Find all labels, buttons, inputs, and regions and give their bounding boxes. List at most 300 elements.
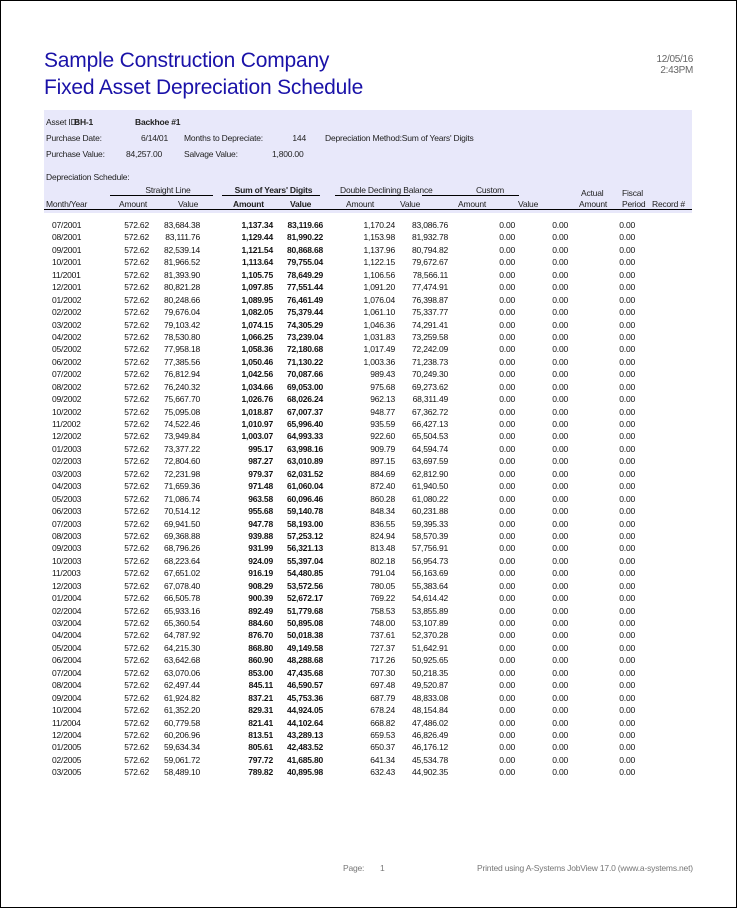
cell-syd-value: 63,010.89 bbox=[286, 456, 323, 467]
cell-ddb-amount: 909.79 bbox=[370, 443, 395, 454]
cell-custom-value: 0.00 bbox=[552, 680, 568, 691]
cell-sl-amount: 572.62 bbox=[124, 394, 149, 405]
cell-sl-value: 74,522.46 bbox=[163, 419, 200, 429]
cell-sl-value: 80,248.66 bbox=[163, 294, 200, 305]
cell-custom-amount: 0.00 bbox=[499, 754, 515, 765]
cell-ddb-amount: 1,122.15 bbox=[363, 257, 395, 268]
cell-syd-amount: 1,105.75 bbox=[241, 269, 273, 280]
method-label-text: Depreciation Method: bbox=[325, 133, 402, 143]
cell-actual-amount: 0.00 bbox=[619, 506, 635, 517]
cell-month-year: 08/2001 bbox=[52, 232, 82, 243]
asset-id-label: Asset ID: bbox=[46, 117, 79, 127]
cell-actual-amount: 0.00 bbox=[619, 543, 635, 554]
cell-ddb-amount: 884.69 bbox=[370, 468, 395, 479]
cell-sl-value: 68,796.26 bbox=[163, 543, 200, 554]
table-row bbox=[44, 693, 704, 705]
cell-month-year: 09/2001 bbox=[52, 244, 82, 255]
cell-actual-amount: 0.00 bbox=[619, 294, 635, 305]
cell-syd-amount: 845.11 bbox=[248, 680, 273, 691]
cell-ddb-value: 74,291.41 bbox=[411, 319, 448, 330]
cell-sl-value: 66,505.78 bbox=[163, 593, 200, 604]
printed-by: Printed using A-Systems JobView 17.0 (www.a-systems.net) bbox=[477, 863, 693, 873]
cell-custom-amount: 0.00 bbox=[499, 307, 515, 318]
asset-name: Backhoe #1 bbox=[135, 117, 181, 127]
cell-actual-amount: 0.00 bbox=[619, 232, 635, 243]
cell-ddb-amount: 1,153.98 bbox=[363, 232, 395, 243]
cell-sl-amount: 572.62 bbox=[124, 419, 149, 429]
cell-sl-amount: 572.62 bbox=[124, 580, 149, 591]
cell-syd-value: 42,483.52 bbox=[286, 742, 323, 753]
cell-ddb-value: 68,311.49 bbox=[412, 394, 448, 405]
cell-actual-amount: 0.00 bbox=[619, 381, 635, 392]
cell-month-year: 03/2003 bbox=[52, 468, 82, 479]
cell-sl-value: 70,514.12 bbox=[163, 506, 200, 517]
cell-actual-amount: 0.00 bbox=[619, 244, 635, 255]
cell-custom-amount: 0.00 bbox=[499, 767, 515, 778]
col-ddb-value: Value bbox=[400, 199, 421, 209]
cell-custom-value: 0.00 bbox=[552, 294, 568, 305]
cell-ddb-amount: 1,091.20 bbox=[363, 282, 395, 293]
col-fiscal-line2: Period bbox=[622, 199, 646, 209]
cell-sl-amount: 572.62 bbox=[124, 618, 149, 628]
cell-custom-amount: 0.00 bbox=[499, 530, 515, 541]
cell-ddb-value: 66,427.13 bbox=[411, 419, 448, 429]
print-time: 2:43PM bbox=[660, 65, 693, 76]
cell-syd-amount: 1,129.44 bbox=[241, 232, 273, 243]
cell-ddb-amount: 1,017.49 bbox=[363, 344, 395, 355]
cell-ddb-amount: 687.79 bbox=[370, 692, 395, 703]
cell-month-year: 04/2003 bbox=[52, 481, 82, 492]
cell-ddb-value: 83,086.76 bbox=[411, 220, 448, 230]
cell-custom-value: 0.00 bbox=[552, 244, 568, 255]
cell-custom-value: 0.00 bbox=[552, 667, 568, 678]
cell-ddb-value: 46,176.12 bbox=[411, 742, 448, 753]
table-row bbox=[44, 220, 704, 232]
cell-syd-value: 78,649.29 bbox=[286, 269, 323, 280]
cell-ddb-value: 45,534.78 bbox=[411, 754, 448, 765]
cell-sl-value: 59,634.34 bbox=[163, 742, 200, 753]
cell-actual-amount: 0.00 bbox=[619, 443, 635, 454]
cell-sl-amount: 572.62 bbox=[124, 406, 149, 417]
cell-custom-amount: 0.00 bbox=[499, 742, 515, 753]
company-name: Sample Construction Company bbox=[44, 49, 330, 72]
cell-month-year: 05/2003 bbox=[52, 493, 82, 504]
cell-month-year: 06/2003 bbox=[52, 506, 82, 517]
group-straight-line: Straight Line bbox=[145, 185, 191, 195]
cell-ddb-amount: 780.05 bbox=[370, 580, 395, 591]
cell-sl-amount: 572.62 bbox=[124, 307, 149, 318]
cell-syd-value: 57,253.12 bbox=[286, 530, 323, 541]
cell-month-year: 01/2003 bbox=[52, 443, 82, 454]
cell-ddb-value: 48,154.84 bbox=[411, 705, 448, 716]
col-sl-amount: Amount bbox=[119, 199, 148, 209]
cell-actual-amount: 0.00 bbox=[619, 518, 635, 529]
cell-custom-amount: 0.00 bbox=[499, 381, 515, 392]
report-title: Fixed Asset Depreciation Schedule bbox=[44, 76, 364, 99]
cell-month-year: 04/2002 bbox=[52, 331, 82, 342]
cell-custom-value: 0.00 bbox=[552, 220, 568, 230]
table-row bbox=[44, 357, 704, 369]
cell-actual-amount: 0.00 bbox=[619, 692, 635, 703]
cell-sl-amount: 572.62 bbox=[124, 331, 149, 342]
cell-custom-amount: 0.00 bbox=[499, 543, 515, 554]
cell-actual-amount: 0.00 bbox=[619, 406, 635, 417]
cell-custom-value: 0.00 bbox=[552, 369, 568, 380]
cell-custom-value: 0.00 bbox=[552, 705, 568, 716]
table-row bbox=[44, 382, 704, 394]
cell-sl-value: 61,352.20 bbox=[163, 705, 200, 716]
cell-month-year: 05/2002 bbox=[52, 344, 82, 355]
cell-syd-amount: 1,010.97 bbox=[241, 419, 273, 429]
cell-actual-amount: 0.00 bbox=[619, 369, 635, 380]
cell-sl-value: 82,539.14 bbox=[163, 244, 200, 255]
cell-actual-amount: 0.00 bbox=[619, 530, 635, 541]
cell-syd-value: 70,087.66 bbox=[286, 369, 323, 380]
table-row bbox=[44, 481, 704, 493]
table-row bbox=[44, 593, 704, 605]
cell-sl-amount: 572.62 bbox=[124, 468, 149, 479]
cell-syd-value: 64,993.33 bbox=[286, 431, 323, 442]
cell-custom-value: 0.00 bbox=[552, 742, 568, 753]
cell-sl-amount: 572.62 bbox=[124, 543, 149, 554]
cell-sl-value: 68,223.64 bbox=[163, 555, 200, 566]
cell-syd-amount: 821.41 bbox=[248, 717, 273, 728]
cell-syd-value: 56,321.13 bbox=[286, 543, 323, 554]
cell-custom-value: 0.00 bbox=[552, 506, 568, 517]
table-row bbox=[44, 568, 704, 580]
purchase-date-label: Purchase Date: bbox=[46, 133, 102, 143]
cell-syd-amount: 1,066.25 bbox=[241, 331, 273, 342]
cell-month-year: 03/2002 bbox=[52, 319, 82, 330]
cell-ddb-amount: 1,170.24 bbox=[363, 220, 395, 230]
cell-syd-amount: 979.37 bbox=[248, 468, 273, 479]
table-row bbox=[44, 456, 704, 468]
cell-syd-amount: 884.60 bbox=[248, 618, 273, 628]
cell-actual-amount: 0.00 bbox=[619, 419, 635, 429]
cell-sl-value: 83,684.38 bbox=[163, 220, 200, 230]
cell-custom-amount: 0.00 bbox=[499, 630, 515, 641]
cell-custom-amount: 0.00 bbox=[499, 369, 515, 380]
cell-sl-amount: 572.62 bbox=[124, 381, 149, 392]
cell-ddb-value: 51,642.91 bbox=[411, 642, 448, 653]
cell-actual-amount: 0.00 bbox=[619, 593, 635, 604]
cell-custom-value: 0.00 bbox=[552, 729, 568, 740]
cell-custom-value: 0.00 bbox=[552, 493, 568, 504]
cell-actual-amount: 0.00 bbox=[619, 618, 635, 628]
group-underline bbox=[110, 195, 213, 196]
cell-custom-value: 0.00 bbox=[552, 431, 568, 442]
salvage-value: 1,800.00 bbox=[272, 149, 304, 159]
cell-sl-amount: 572.62 bbox=[124, 493, 149, 504]
table-row bbox=[44, 506, 704, 518]
cell-month-year: 12/2002 bbox=[52, 431, 82, 442]
cell-sl-value: 79,103.42 bbox=[163, 319, 200, 330]
cell-ddb-value: 76,398.87 bbox=[411, 294, 448, 305]
cell-month-year: 12/2003 bbox=[52, 580, 82, 591]
cell-ddb-value: 55,383.64 bbox=[411, 580, 448, 591]
cell-ddb-value: 80,794.82 bbox=[411, 244, 448, 255]
cell-sl-amount: 572.62 bbox=[124, 269, 149, 280]
cell-custom-amount: 0.00 bbox=[499, 456, 515, 467]
cell-custom-amount: 0.00 bbox=[499, 493, 515, 504]
cell-syd-value: 73,239.04 bbox=[286, 331, 323, 342]
cell-actual-amount: 0.00 bbox=[619, 705, 635, 716]
cell-sl-amount: 572.62 bbox=[124, 232, 149, 243]
cell-syd-value: 76,461.49 bbox=[286, 294, 323, 305]
cell-syd-amount: 1,137.34 bbox=[241, 220, 273, 230]
cell-sl-value: 76,812.94 bbox=[163, 369, 200, 380]
table-row bbox=[44, 307, 704, 319]
cell-month-year: 09/2003 bbox=[52, 543, 82, 554]
cell-syd-amount: 797.72 bbox=[248, 754, 273, 765]
cell-custom-value: 0.00 bbox=[552, 481, 568, 492]
cell-custom-value: 0.00 bbox=[552, 692, 568, 703]
table-row bbox=[44, 394, 704, 406]
cell-month-year: 02/2005 bbox=[52, 754, 82, 765]
cell-custom-value: 0.00 bbox=[552, 356, 568, 367]
cell-custom-amount: 0.00 bbox=[499, 729, 515, 740]
cell-syd-value: 59,140.78 bbox=[286, 506, 323, 517]
cell-syd-amount: 1,034.66 bbox=[241, 381, 273, 392]
cell-ddb-amount: 989.43 bbox=[370, 369, 395, 380]
cell-ddb-value: 61,080.22 bbox=[411, 493, 448, 504]
cell-actual-amount: 0.00 bbox=[619, 394, 635, 405]
cell-custom-amount: 0.00 bbox=[499, 705, 515, 716]
cell-syd-amount: 1,089.95 bbox=[241, 294, 273, 305]
cell-ddb-amount: 948.77 bbox=[370, 406, 395, 417]
cell-sl-value: 63,070.06 bbox=[163, 667, 200, 678]
table-row bbox=[44, 543, 704, 555]
cell-actual-amount: 0.00 bbox=[619, 680, 635, 691]
cell-custom-amount: 0.00 bbox=[499, 244, 515, 255]
cell-custom-value: 0.00 bbox=[552, 580, 568, 591]
cell-ddb-value: 75,337.77 bbox=[411, 307, 448, 318]
cell-syd-amount: 1,082.05 bbox=[241, 307, 273, 318]
cell-syd-value: 50,018.38 bbox=[286, 630, 323, 641]
cell-ddb-value: 56,163.69 bbox=[411, 568, 448, 579]
cell-custom-value: 0.00 bbox=[552, 319, 568, 330]
cell-sl-value: 75,095.08 bbox=[163, 406, 200, 417]
cell-actual-amount: 0.00 bbox=[619, 568, 635, 579]
cell-sl-value: 60,779.58 bbox=[163, 717, 200, 728]
cell-sl-value: 64,215.30 bbox=[163, 642, 200, 653]
cell-actual-amount: 0.00 bbox=[619, 319, 635, 330]
cell-custom-value: 0.00 bbox=[552, 381, 568, 392]
cell-sl-amount: 572.62 bbox=[124, 642, 149, 653]
cell-month-year: 10/2002 bbox=[52, 406, 82, 417]
cell-sl-value: 59,061.72 bbox=[163, 754, 200, 765]
cell-custom-amount: 0.00 bbox=[499, 692, 515, 703]
table-row bbox=[44, 556, 704, 568]
cell-sl-value: 65,933.16 bbox=[163, 605, 200, 616]
cell-syd-value: 62,031.52 bbox=[286, 468, 323, 479]
cell-syd-amount: 1,018.87 bbox=[241, 406, 273, 417]
cell-syd-amount: 955.68 bbox=[248, 506, 273, 517]
cell-custom-value: 0.00 bbox=[552, 767, 568, 778]
cell-syd-amount: 963.58 bbox=[248, 493, 273, 504]
cell-custom-value: 0.00 bbox=[552, 518, 568, 529]
cell-ddb-value: 54,614.42 bbox=[411, 593, 448, 604]
page-label: Page: bbox=[343, 863, 365, 873]
cell-ddb-value: 46,826.49 bbox=[411, 729, 448, 740]
cell-sl-amount: 572.62 bbox=[124, 729, 149, 740]
cell-syd-value: 40,895.98 bbox=[286, 767, 323, 778]
cell-syd-value: 49,149.58 bbox=[286, 642, 323, 653]
cell-custom-value: 0.00 bbox=[552, 282, 568, 293]
cell-syd-amount: 837.21 bbox=[248, 692, 273, 703]
cell-syd-amount: 1,026.76 bbox=[241, 394, 273, 405]
cell-month-year: 11/2004 bbox=[52, 717, 81, 728]
cell-custom-amount: 0.00 bbox=[499, 319, 515, 330]
cell-month-year: 07/2003 bbox=[52, 518, 82, 529]
cell-ddb-amount: 813.48 bbox=[370, 543, 395, 554]
col-syd-amount: Amount bbox=[233, 199, 264, 209]
table-row bbox=[44, 232, 704, 244]
cell-ddb-amount: 632.43 bbox=[370, 767, 395, 778]
cell-sl-value: 63,642.68 bbox=[163, 655, 200, 666]
cell-sl-amount: 572.62 bbox=[124, 282, 149, 293]
cell-month-year: 01/2004 bbox=[52, 593, 82, 604]
cell-syd-value: 75,379.44 bbox=[286, 307, 323, 318]
method-label bbox=[325, 133, 474, 143]
cell-actual-amount: 0.00 bbox=[619, 220, 635, 230]
cell-syd-amount: 971.48 bbox=[248, 481, 273, 492]
cell-ddb-amount: 975.68 bbox=[370, 381, 395, 392]
cell-ddb-value: 77,474.91 bbox=[411, 282, 448, 293]
cell-sl-value: 62,497.44 bbox=[163, 680, 200, 691]
cell-ddb-amount: 824.94 bbox=[370, 530, 395, 541]
cell-sl-amount: 572.62 bbox=[124, 356, 149, 367]
table-row bbox=[44, 581, 704, 593]
cell-ddb-amount: 922.60 bbox=[370, 431, 395, 442]
cell-sl-value: 78,530.80 bbox=[163, 331, 200, 342]
cell-sl-value: 72,804.60 bbox=[163, 456, 200, 467]
cell-sl-value: 71,086.74 bbox=[163, 493, 200, 504]
cell-syd-value: 54,480.85 bbox=[286, 568, 323, 579]
cell-syd-value: 55,397.04 bbox=[286, 555, 323, 566]
cell-sl-amount: 572.62 bbox=[124, 481, 149, 492]
cell-custom-amount: 0.00 bbox=[499, 269, 515, 280]
table-row bbox=[44, 282, 704, 294]
cell-month-year: 11/2003 bbox=[52, 568, 81, 579]
cell-month-year: 10/2004 bbox=[52, 705, 82, 716]
cell-sl-value: 73,949.84 bbox=[163, 431, 200, 442]
cell-ddb-value: 44,902.35 bbox=[411, 767, 448, 778]
cell-month-year: 04/2004 bbox=[52, 630, 82, 641]
cell-sl-value: 77,385.56 bbox=[163, 356, 200, 367]
cell-sl-amount: 572.62 bbox=[124, 220, 149, 230]
cell-custom-amount: 0.00 bbox=[499, 282, 515, 293]
cell-ddb-value: 72,242.09 bbox=[411, 344, 448, 355]
cell-ddb-value: 67,362.72 bbox=[411, 406, 448, 417]
cell-sl-amount: 572.62 bbox=[124, 705, 149, 716]
cell-ddb-amount: 962.13 bbox=[370, 394, 395, 405]
cell-actual-amount: 0.00 bbox=[619, 356, 635, 367]
cell-ddb-amount: 707.30 bbox=[370, 667, 395, 678]
cell-month-year: 06/2002 bbox=[52, 356, 82, 367]
cell-sl-amount: 572.62 bbox=[124, 655, 149, 666]
cell-custom-value: 0.00 bbox=[552, 593, 568, 604]
cell-syd-amount: 853.00 bbox=[248, 667, 273, 678]
cell-sl-amount: 572.62 bbox=[124, 754, 149, 765]
cell-actual-amount: 0.00 bbox=[619, 431, 635, 442]
cell-sl-value: 60,206.96 bbox=[163, 729, 200, 740]
cell-month-year: 08/2003 bbox=[52, 530, 82, 541]
cell-custom-amount: 0.00 bbox=[499, 593, 515, 604]
purchase-value-label: Purchase Value: bbox=[46, 149, 105, 159]
cell-sl-amount: 572.62 bbox=[124, 667, 149, 678]
cell-syd-value: 63,998.16 bbox=[286, 443, 323, 454]
cell-actual-amount: 0.00 bbox=[619, 580, 635, 591]
cell-custom-value: 0.00 bbox=[552, 618, 568, 628]
cell-custom-amount: 0.00 bbox=[499, 481, 515, 492]
cell-ddb-amount: 678.24 bbox=[370, 705, 395, 716]
cell-month-year: 07/2004 bbox=[52, 667, 82, 678]
cell-ddb-amount: 650.37 bbox=[370, 742, 395, 753]
cell-sl-value: 58,489.10 bbox=[163, 767, 200, 778]
cell-syd-value: 77,551.44 bbox=[286, 282, 323, 293]
cell-sl-amount: 572.62 bbox=[124, 568, 149, 579]
cell-ddb-amount: 769.22 bbox=[370, 593, 395, 604]
cell-syd-amount: 939.88 bbox=[248, 530, 273, 541]
cell-sl-value: 81,966.52 bbox=[163, 257, 200, 268]
cell-syd-value: 74,305.29 bbox=[286, 319, 323, 330]
cell-month-year: 02/2004 bbox=[52, 605, 82, 616]
table-row bbox=[44, 344, 704, 356]
cell-custom-amount: 0.00 bbox=[499, 568, 515, 579]
cell-actual-amount: 0.00 bbox=[619, 630, 635, 641]
cell-syd-amount: 1,042.56 bbox=[241, 369, 273, 380]
cell-custom-value: 0.00 bbox=[552, 543, 568, 554]
cell-ddb-value: 59,395.33 bbox=[411, 518, 448, 529]
group-underline bbox=[335, 195, 410, 196]
table-row bbox=[44, 407, 704, 419]
cell-month-year: 03/2005 bbox=[52, 767, 82, 778]
table-row bbox=[44, 444, 704, 456]
cell-ddb-value: 61,940.50 bbox=[411, 481, 448, 492]
schedule-table bbox=[44, 220, 704, 780]
cell-syd-value: 52,672.17 bbox=[286, 593, 323, 604]
cell-sl-amount: 572.62 bbox=[124, 294, 149, 305]
cell-ddb-value: 50,925.65 bbox=[411, 655, 448, 666]
cell-month-year: 11/2002 bbox=[52, 419, 81, 429]
cell-ddb-amount: 897.15 bbox=[370, 456, 395, 467]
cell-syd-value: 67,007.37 bbox=[286, 406, 323, 417]
cell-syd-value: 41,685.80 bbox=[286, 754, 323, 765]
cell-ddb-amount: 836.55 bbox=[370, 518, 395, 529]
cell-ddb-amount: 748.00 bbox=[370, 618, 395, 628]
cell-syd-value: 72,180.68 bbox=[286, 344, 323, 355]
cell-custom-amount: 0.00 bbox=[499, 580, 515, 591]
cell-sl-value: 83,111.76 bbox=[165, 232, 200, 243]
cell-ddb-amount: 717.26 bbox=[370, 655, 395, 666]
table-row bbox=[44, 270, 704, 282]
cell-custom-amount: 0.00 bbox=[499, 431, 515, 442]
col-actual-line2: Amount bbox=[579, 199, 608, 209]
cell-ddb-amount: 641.34 bbox=[370, 754, 395, 765]
cell-syd-amount: 1,097.85 bbox=[241, 282, 273, 293]
cell-ddb-amount: 802.18 bbox=[370, 555, 395, 566]
cell-custom-amount: 0.00 bbox=[499, 655, 515, 666]
cell-month-year: 11/2001 bbox=[52, 269, 81, 280]
cell-month-year: 06/2004 bbox=[52, 655, 82, 666]
cell-ddb-value: 69,273.62 bbox=[411, 381, 448, 392]
schedule-label: Depreciation Schedule: bbox=[46, 172, 130, 182]
col-custom-value: Value bbox=[518, 199, 539, 209]
cell-syd-amount: 924.09 bbox=[248, 555, 273, 566]
purchase-date-value: 6/14/01 bbox=[141, 133, 168, 143]
cell-custom-value: 0.00 bbox=[552, 530, 568, 541]
